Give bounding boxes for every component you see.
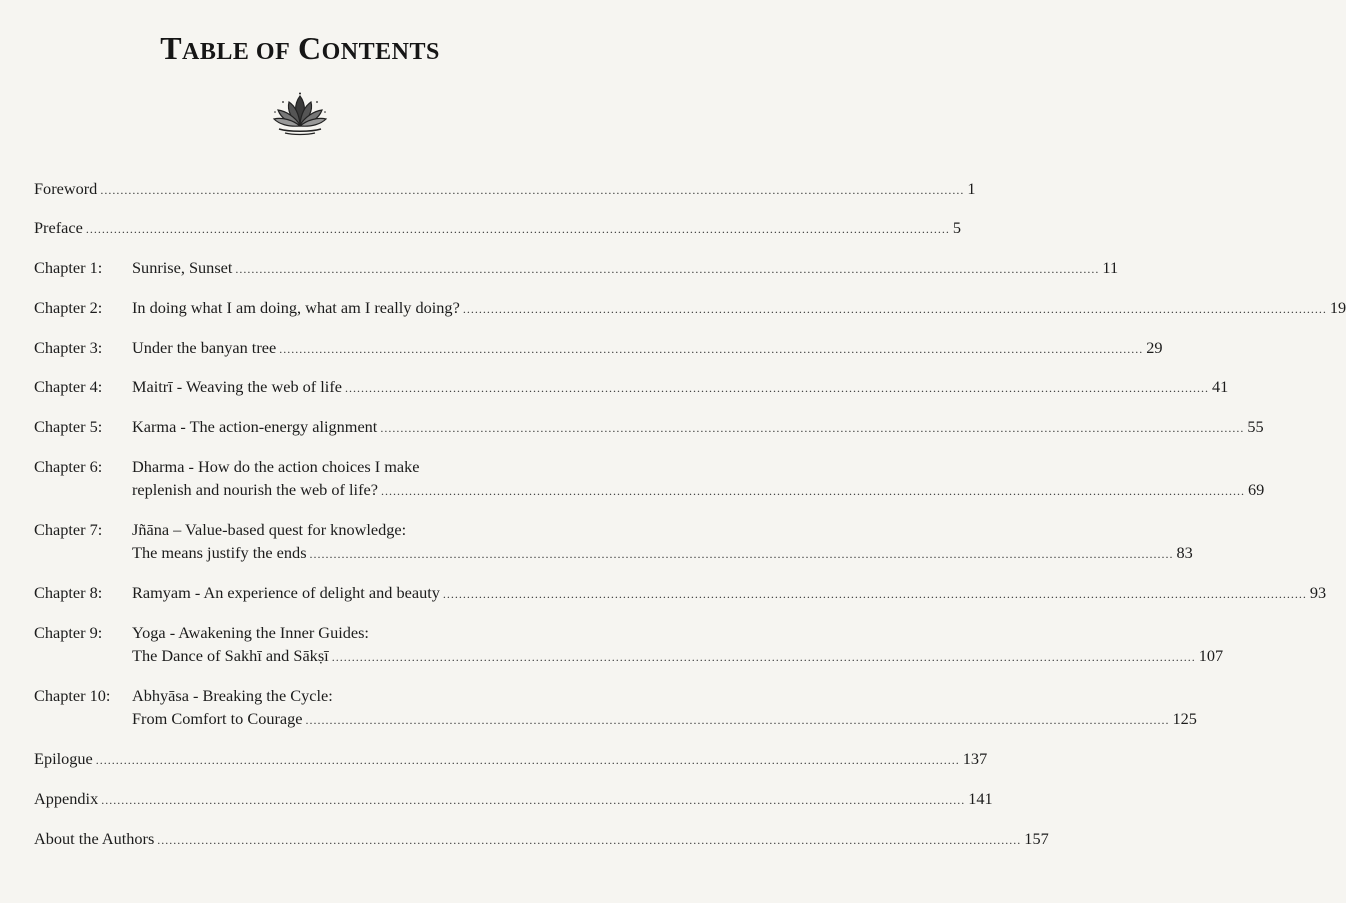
chapter-title-line-1: Abhyāsa - Breaking the Cycle:: [132, 686, 333, 705]
toc-entry-chapter-8[interactable]: [34, 581, 1327, 606]
entry-label: Preface: [34, 218, 83, 237]
page-number: 157: [1024, 829, 1049, 848]
entry-label: About the Authors: [34, 829, 155, 848]
chapter-title-line-2: The means justify the ends: [132, 543, 307, 562]
page-title: TABLE OF CONTENTS: [160, 30, 440, 66]
chapter-title: Ramyam - An experience of delight and beauty: [132, 583, 440, 602]
entry-label: Epilogue: [34, 749, 93, 768]
chapter-number: Chapter 2:: [34, 298, 103, 317]
toc-entry-chapter-1[interactable]: [34, 256, 1119, 281]
chapter-number: Chapter 5:: [34, 417, 103, 436]
toc-entry-epilogue[interactable]: [34, 747, 988, 772]
dot-leader: [279, 338, 1143, 361]
page-number: 11: [1102, 258, 1119, 277]
lotus-icon: [271, 92, 329, 136]
page-number: 55: [1247, 417, 1264, 436]
toc-entry-chapter-10[interactable]: [34, 684, 1197, 732]
toc-entry-chapter-3[interactable]: [34, 336, 1163, 361]
dot-leader: [380, 417, 1244, 440]
toc-entry-about-the-authors[interactable]: [34, 827, 1049, 852]
page-number: 5: [952, 218, 961, 237]
chapter-number: Chapter 1:: [34, 258, 103, 277]
toc-entry-chapter-9[interactable]: [34, 621, 1224, 669]
chapter-number: Chapter 9:: [34, 623, 103, 642]
dot-leader: [235, 258, 1099, 281]
dot-leader: [157, 829, 1021, 852]
chapter-number: Chapter 3:: [34, 338, 103, 357]
page-number: 83: [1176, 543, 1193, 562]
dot-leader: [332, 646, 1196, 669]
dot-leader: [345, 377, 1209, 400]
page-number: 137: [962, 749, 988, 768]
chapter-title: Under the banyan tree: [132, 338, 277, 357]
chapter-number: Chapter 8:: [34, 583, 103, 602]
dot-leader: [463, 298, 1327, 321]
dot-leader: [101, 789, 965, 812]
chapter-title-line-1: Dharma - How do the action choices I make: [132, 457, 420, 476]
toc-entry-preface[interactable]: [34, 216, 961, 241]
page-number: 69: [1247, 480, 1265, 499]
chapter-number: Chapter 10:: [34, 686, 111, 705]
chapter-title-line-1: Yoga - Awakening the Inner Guides:: [132, 623, 369, 642]
page-number: 19: [1329, 298, 1346, 317]
toc-entry-foreword[interactable]: [34, 177, 976, 202]
entry-label: Foreword: [34, 179, 98, 198]
chapter-title: Maitrī - Weaving the web of life: [132, 377, 342, 396]
dot-leader: [96, 749, 960, 772]
chapter-title-line-2: The Dance of Sakhī and Sākṣī: [132, 646, 329, 665]
chapter-title: In doing what I am doing, what am I really doing?: [132, 298, 460, 317]
dot-leader: [310, 543, 1174, 566]
page-number: 1: [967, 179, 976, 198]
page-number: 41: [1211, 377, 1229, 396]
page-number: 29: [1146, 338, 1163, 357]
page-number: 125: [1172, 709, 1197, 728]
chapter-number: Chapter 6:: [34, 457, 103, 476]
toc-entry-chapter-2[interactable]: [34, 296, 1346, 321]
dot-leader: [86, 218, 950, 241]
page-number: 107: [1198, 646, 1224, 665]
dot-leader: [381, 480, 1245, 503]
chapter-number: Chapter 7:: [34, 520, 103, 539]
toc-entry-chapter-7[interactable]: [34, 518, 1193, 566]
toc-entry-chapter-4[interactable]: [34, 375, 1229, 400]
toc-entry-chapter-6[interactable]: [34, 455, 1265, 503]
toc-entry-appendix[interactable]: [34, 787, 993, 812]
dot-leader: [100, 179, 964, 202]
entry-label: Appendix: [34, 789, 99, 808]
dot-leader: [443, 583, 1307, 606]
chapter-title-line-2: From Comfort to Courage: [132, 709, 303, 728]
page-number: 141: [968, 789, 993, 808]
page-number: 93: [1309, 583, 1327, 602]
chapter-title-line-2: replenish and nourish the web of life?: [132, 480, 378, 499]
dot-leader: [305, 709, 1169, 732]
toc-entry-chapter-5[interactable]: [34, 415, 1264, 440]
chapter-title: Sunrise, Sunset: [132, 258, 233, 277]
chapter-title-line-1: Jñāna – Value-based quest for knowledge:: [132, 520, 407, 539]
chapter-number: Chapter 4:: [34, 377, 103, 396]
chapter-title: Karma - The action-energy alignment: [132, 417, 378, 436]
